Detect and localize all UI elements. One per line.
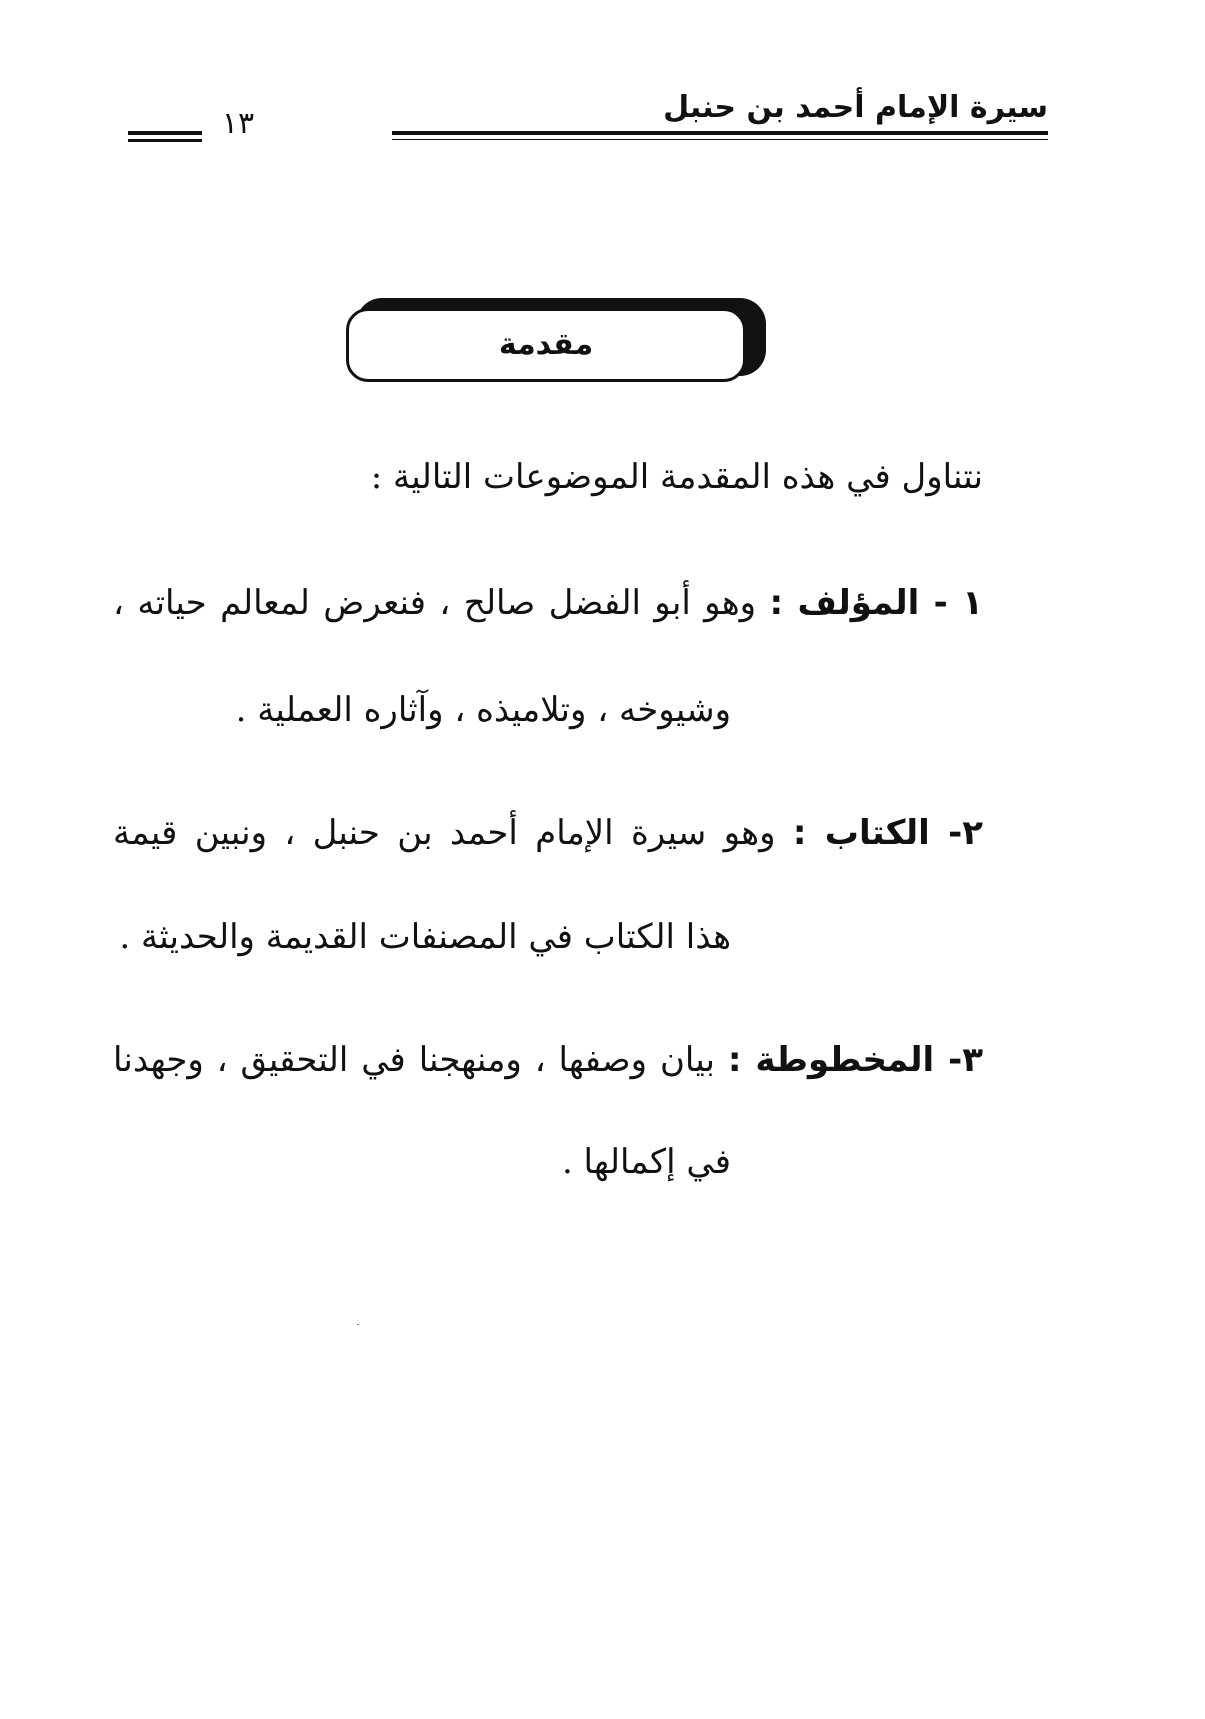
item-continuation: هذا الكتاب في المصنفات القديمة والحديثة .	[119, 917, 731, 957]
item-continuation: في إكمالها .	[561, 1142, 731, 1182]
list-item	[113, 808, 983, 858]
list-item	[113, 1035, 983, 1085]
header-rule-thin	[392, 139, 1048, 140]
chapter-title: مقدمة	[498, 327, 594, 362]
item-text: بيان وصفها ، ومنهجنا في التحقيق ، وجهدنا	[113, 1040, 716, 1080]
item-label: ٢- الكتاب :	[792, 813, 984, 853]
scan-speck	[357, 1324, 359, 1325]
chapter-box	[346, 308, 746, 382]
list-item	[113, 578, 983, 628]
header-rule-left-thin	[128, 139, 202, 142]
page-number: ١٣	[221, 106, 255, 141]
item-text: وهو أبو الفضل صالح ، فنعرض لمعالم حياته ،	[113, 583, 757, 623]
item-label: ٣- المخطوطة :	[727, 1040, 983, 1080]
item-text: وهو سيرة الإمام أحمد بن حنبل ، ونبين قيمة	[113, 813, 776, 853]
running-header	[128, 88, 1048, 148]
header-rule-left	[128, 131, 202, 135]
header-rule	[392, 131, 1048, 135]
intro-paragraph: نتناول في هذه المقدمة الموضوعات التالية :	[370, 457, 983, 497]
item-label: ١ - المؤلف :	[769, 583, 983, 623]
item-continuation: وشيوخه ، وتلاميذه ، وآثاره العملية .	[235, 690, 731, 730]
running-header-title: سيرة الإمام أحمد بن حنبل	[663, 90, 1048, 125]
